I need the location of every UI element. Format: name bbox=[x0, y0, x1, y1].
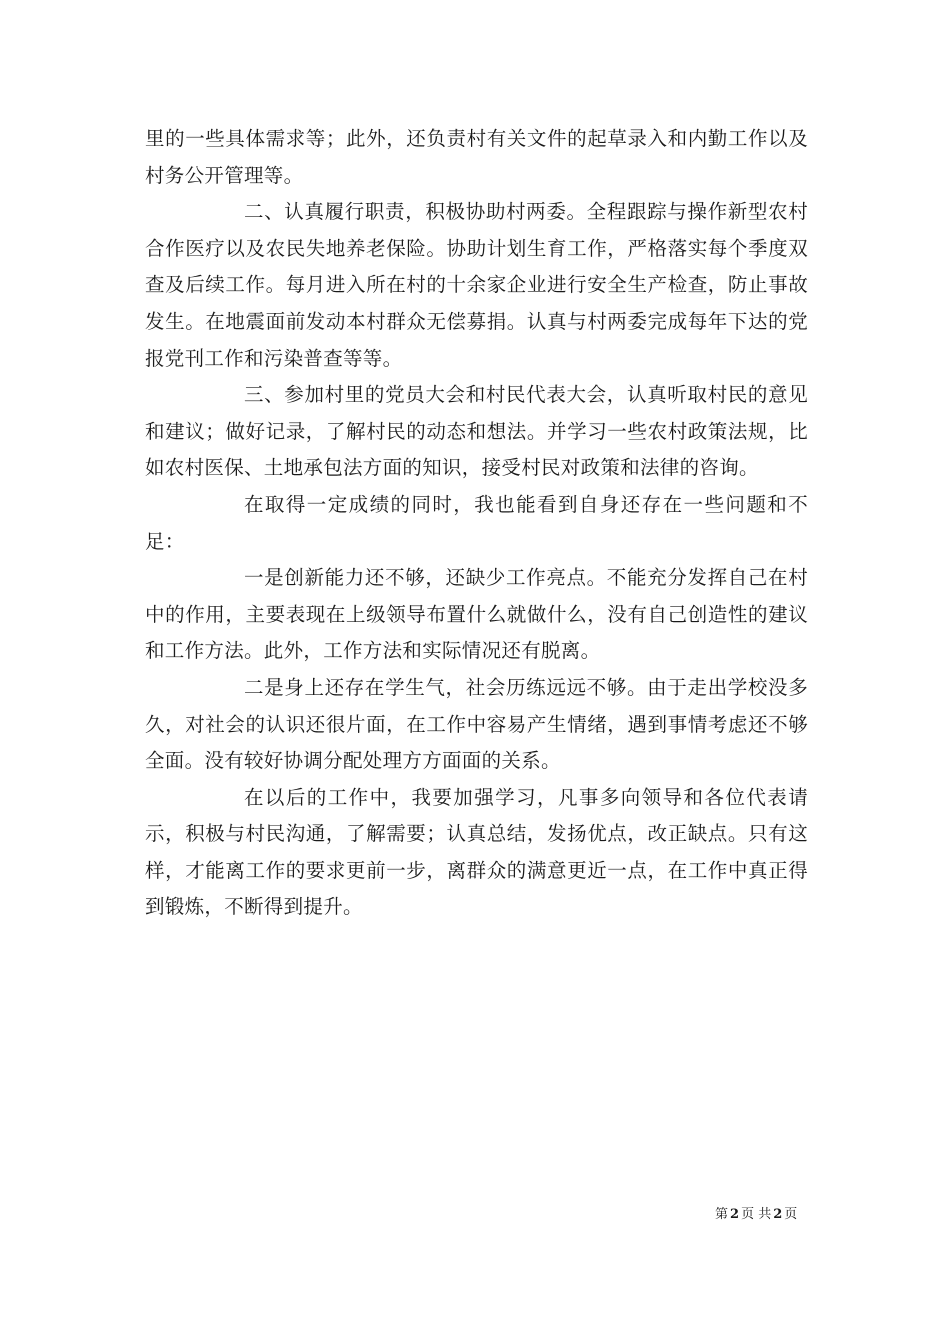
footer-suffix: 页 bbox=[784, 1207, 798, 1222]
paragraph-3: 三、参加村里的党员大会和村民代表大会，认真听取村民的意见和建议；做好记录，了解村民的动态和想法。并学习一些农村政策法规，比如农村医保、土地承包法方面的知识，接受村民对政策和法律的咨询。 bbox=[145, 383, 808, 480]
footer-current-page: 2 bbox=[730, 1207, 740, 1222]
footer-total-pages: 2 bbox=[773, 1207, 783, 1222]
paragraph-6: 二是身上还存在学生气，社会历练远远不够。由于走出学校没多久，对社会的认识还很片面，在工作中容易产生情绪，遇到事情考虑还不够全面。没有较好协调分配处理方方面面的关系。 bbox=[145, 675, 808, 773]
paragraph-2: 二、认真履行职责，积极协助村两委。全程跟踪与操作新型农村合作医疗以及农民失地养老保险。协助计划生育工作，严格落实每个季度双查及后续工作。每月进入所在村的十余家企业进行安全生产检查，防止事故发生。在地震面前发动本村群众无偿募捐。认真与村两委完成每年下达的党报党刊工作和污染普查等等。 bbox=[145, 200, 808, 370]
paragraph-7: 在以后的工作中，我要加强学习，凡事多向领导和各位代表请示，积极与村民沟通，了解需要；认真总结，发扬优点，改正缺点。只有这样，才能离工作的要求更前一步，离群众的满意更近一点，在工作中真正得到锻炼，不断得到提升。 bbox=[145, 785, 808, 919]
document-body bbox=[145, 121, 808, 926]
footer-middle: 页 共 bbox=[741, 1207, 772, 1222]
paragraph-1: 里的一些具体需求等；此外，还负责村有关文件的起草录入和内勤工作以及村务公开管理等。 bbox=[145, 127, 808, 187]
footer-prefix: 第 bbox=[715, 1207, 729, 1222]
page-number-footer bbox=[715, 1203, 797, 1222]
paragraph-5: 一是创新能力还不够，还缺少工作亮点。不能充分发挥自己在村中的作用，主要表现在上级领导布置什么就做什么，没有自己创造性的建议和工作方法。此外，工作方法和实际情况还有脱离。 bbox=[145, 566, 808, 663]
paragraph-4: 在取得一定成绩的同时，我也能看到自身还存在一些问题和不足： bbox=[145, 492, 808, 553]
